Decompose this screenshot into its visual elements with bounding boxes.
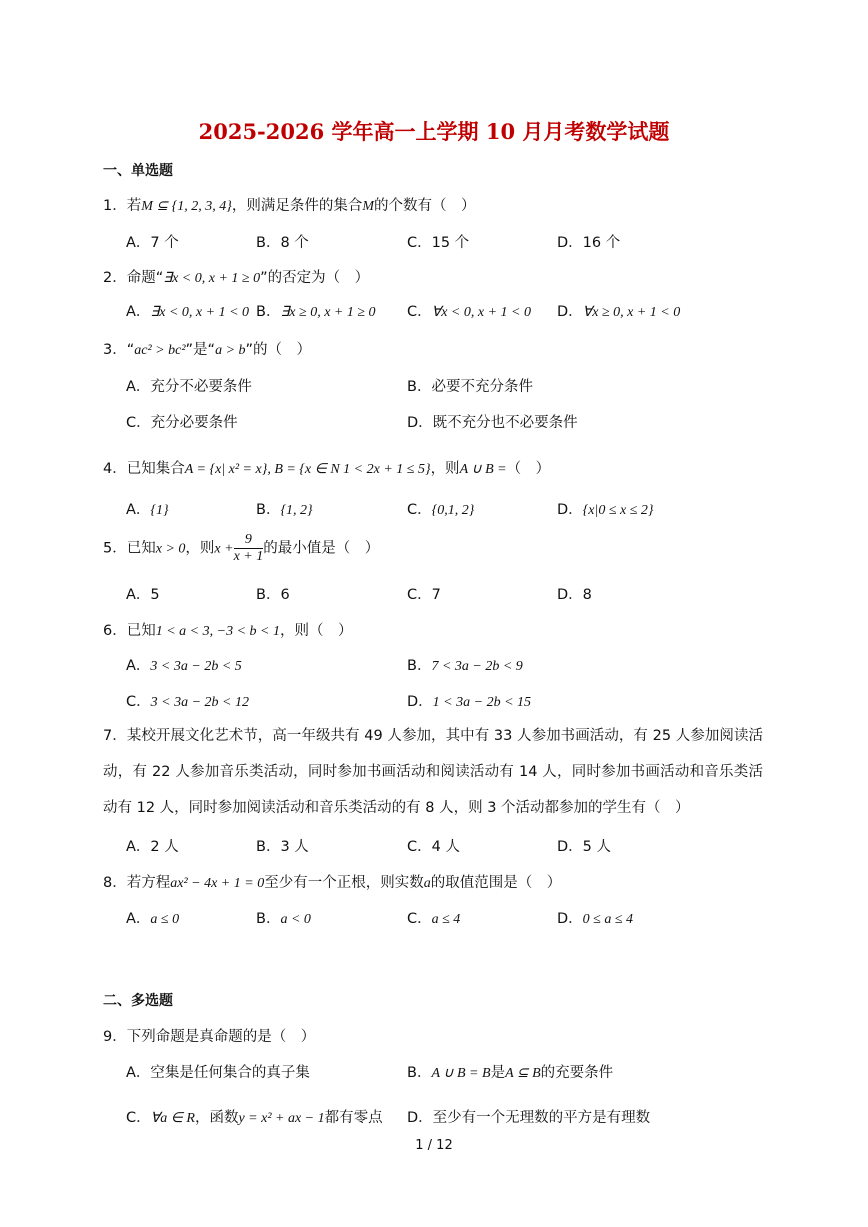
option-math: {1} — [150, 503, 169, 518]
question-8-prefix: 8．若方程 — [103, 875, 171, 891]
question-5 — [103, 532, 379, 565]
question-5-prefix: 5．已知 — [103, 540, 156, 557]
option-label: A． — [126, 911, 151, 927]
option-text: 是 — [490, 1065, 506, 1081]
question-4-prefix: 4．已知集合 — [103, 461, 185, 477]
question-8-option-c — [407, 907, 460, 928]
option-math: a ≤ 4 — [431, 912, 461, 927]
question-5-option-b: B．6 — [256, 587, 290, 603]
option-math: 3 < 3a − 2b < 12 — [150, 695, 249, 710]
question-2-suffix: ”的否定为（ ） — [260, 270, 370, 286]
question-3-prefix: 3．“ — [103, 342, 135, 358]
question-6-suffix: ，则（ ） — [279, 623, 353, 639]
question-8 — [103, 871, 561, 892]
question-1-option-c: C．15 个 — [407, 235, 470, 251]
question-5-math: x > 0 — [155, 541, 186, 557]
question-9-option-b — [407, 1061, 613, 1082]
option-math: 3 < 3a − 2b < 5 — [150, 659, 242, 674]
option-label: D． — [407, 694, 433, 710]
option-math: a ≤ 0 — [150, 912, 180, 927]
option-math: ∀x ≥ 0, x + 1 < 0 — [582, 305, 681, 320]
option-label: B． — [256, 502, 281, 518]
question-9-option-a: A．空集是任何集合的真子集 — [126, 1065, 310, 1081]
question-7-option-c: C．4 人 — [407, 839, 460, 855]
question-3 — [103, 338, 311, 359]
fraction-numerator: 9 — [234, 532, 264, 549]
section-single-choice: 一、单选题 — [103, 163, 173, 179]
question-1-prefix: 1．若 — [103, 198, 142, 214]
option-label: B． — [256, 911, 281, 927]
option-label: A． — [126, 658, 151, 674]
question-4-mid: ，则 — [430, 461, 460, 477]
question-5-option-c: C．7 — [407, 587, 441, 603]
question-7: 7．某校开展文化艺术节，高一年级共有 49 人参加，其中有 33 人参加书画活动，有 25 人参加阅读活动，有 22 人参加音乐类活动，同时参加书画活动和阅读活动有 14 人，同时参加书画活动和音乐类活动有 12 人，同时参加阅读活动和音乐类活动的有 8 人，则 3 个活动都参加的学生有（ ） — [103, 728, 763, 816]
question-1-option-d: D．16 个 — [557, 235, 621, 251]
question-2-prefix: 2．命题“ — [103, 270, 164, 286]
option-math: ∃x < 0, x + 1 < 0 — [150, 305, 250, 320]
question-4 — [103, 457, 550, 478]
question-2-option-a — [126, 300, 249, 321]
option-label: A． — [126, 304, 151, 320]
question-6-prefix: 6．已知 — [103, 623, 156, 639]
question-4-option-d — [557, 498, 654, 519]
question-9-option-c — [126, 1106, 383, 1127]
option-math: {1, 2} — [280, 503, 313, 518]
question-8-suffix: 的取值范围是（ ） — [430, 875, 562, 891]
option-math: A ∪ B = B — [431, 1066, 491, 1081]
question-5-fraction — [234, 532, 264, 565]
option-math: y = x² + ax − 1 — [238, 1111, 325, 1126]
question-3-mid: ”是“ — [185, 342, 216, 358]
option-label: B． — [407, 658, 432, 674]
question-2-option-b — [256, 300, 376, 321]
question-2-math: ∃x < 0, x + 1 ≥ 0 — [163, 271, 261, 286]
question-8-math: ax² − 4x + 1 = 0 — [170, 876, 265, 891]
fraction-denominator: x + 1 — [233, 549, 264, 564]
question-3-suffix: ”的（ ） — [245, 342, 312, 358]
option-label: A． — [126, 502, 151, 518]
option-label: D． — [557, 304, 583, 320]
option-math: {0,1, 2} — [431, 503, 475, 518]
question-9: 9．下列命题是真命题的是（ ） — [103, 1029, 316, 1045]
question-1-math: M ⊆ {1, 2, 3, 4} — [141, 199, 232, 214]
question-7-option-d: D．5 人 — [557, 839, 611, 855]
question-5-option-d: D．8 — [557, 587, 592, 603]
option-text: 都有零点 — [324, 1110, 383, 1126]
section-multiple-choice: 二、多选题 — [103, 993, 173, 1009]
question-5-mid: ，则 — [185, 540, 215, 557]
question-4-option-c — [407, 498, 474, 519]
option-math: 0 ≤ a ≤ 4 — [582, 912, 634, 927]
question-5-suffix: 的最小值是（ ） — [263, 540, 380, 557]
question-1-option-b: B．8 个 — [256, 235, 309, 251]
question-7-option-b: B．3 人 — [256, 839, 309, 855]
option-label: C． — [126, 694, 151, 710]
page-number: 1 / 12 — [415, 1138, 453, 1153]
option-label: B． — [256, 304, 281, 320]
question-3-option-b: B．必要不充分条件 — [407, 379, 533, 395]
question-5-lead: x + — [214, 541, 234, 557]
question-8-var: a — [423, 876, 431, 891]
option-math: A ⊆ B — [505, 1066, 541, 1081]
option-math: 1 < 3a − 2b < 15 — [432, 695, 532, 710]
question-8-mid: 至少有一个正根，则实数 — [264, 875, 424, 891]
question-8-option-d — [557, 907, 633, 928]
question-6-math: 1 < a < 3, −3 < b < 1 — [155, 624, 280, 639]
option-label: B． — [407, 1065, 432, 1081]
option-math: ∀x < 0, x + 1 < 0 — [431, 305, 531, 320]
question-1-option-a: A．7 个 — [126, 235, 179, 251]
option-math: ∃x ≥ 0, x + 1 ≥ 0 — [280, 305, 376, 320]
question-1 — [103, 194, 476, 215]
question-5-option-a: A．5 — [126, 587, 160, 603]
question-6-option-b — [407, 654, 523, 675]
question-3-math1: ac² > bc² — [134, 343, 186, 358]
option-label: C． — [407, 911, 432, 927]
option-text: ，函数 — [194, 1110, 239, 1126]
option-math: a < 0 — [280, 912, 311, 927]
question-1-mid: ，则满足条件的集合 — [231, 198, 363, 214]
option-text: 的充要条件 — [540, 1065, 614, 1081]
question-1-var: M — [362, 199, 374, 214]
option-label: C． — [407, 502, 432, 518]
question-4-option-a — [126, 498, 169, 519]
question-4-math2: A ∪ B = — [459, 462, 507, 477]
question-3-option-a: A．充分不必要条件 — [126, 379, 252, 395]
question-6-option-d — [407, 690, 531, 711]
option-math: ∀a ∈ R — [150, 1111, 195, 1126]
question-6-option-c — [126, 690, 249, 711]
question-4-option-b — [256, 498, 313, 519]
option-label: C． — [126, 1110, 151, 1126]
question-8-option-b — [256, 907, 311, 928]
question-7-option-a: A．2 人 — [126, 839, 179, 855]
question-6-option-a — [126, 654, 242, 675]
question-2-option-c — [407, 300, 531, 321]
question-4-math: A = {x| x² = x}, B = {x ∈ N 1 < 2x + 1 ≤ 5} — [184, 462, 431, 477]
page-title: 2025-2026 学年高一上学期 10 月月考数学试题 — [198, 119, 670, 144]
option-label: D． — [557, 911, 583, 927]
question-8-option-a — [126, 907, 179, 928]
option-label: D． — [557, 502, 583, 518]
question-9-option-d: D．至少有一个无理数的平方是有理数 — [407, 1110, 651, 1126]
question-3-math2: a > b — [215, 343, 246, 358]
question-2 — [103, 266, 369, 287]
question-6 — [103, 619, 352, 640]
question-3-option-c: C．充分必要条件 — [126, 415, 238, 431]
option-math: 7 < 3a − 2b < 9 — [431, 659, 523, 674]
question-3-option-d: D．既不充分也不必要条件 — [407, 415, 578, 431]
option-math: {x|0 ≤ x ≤ 2} — [582, 503, 654, 518]
question-2-option-d — [557, 300, 680, 321]
question-4-suffix: （ ） — [506, 461, 551, 477]
question-1-suffix: 的个数有（ ） — [374, 198, 476, 214]
option-label: C． — [407, 304, 432, 320]
